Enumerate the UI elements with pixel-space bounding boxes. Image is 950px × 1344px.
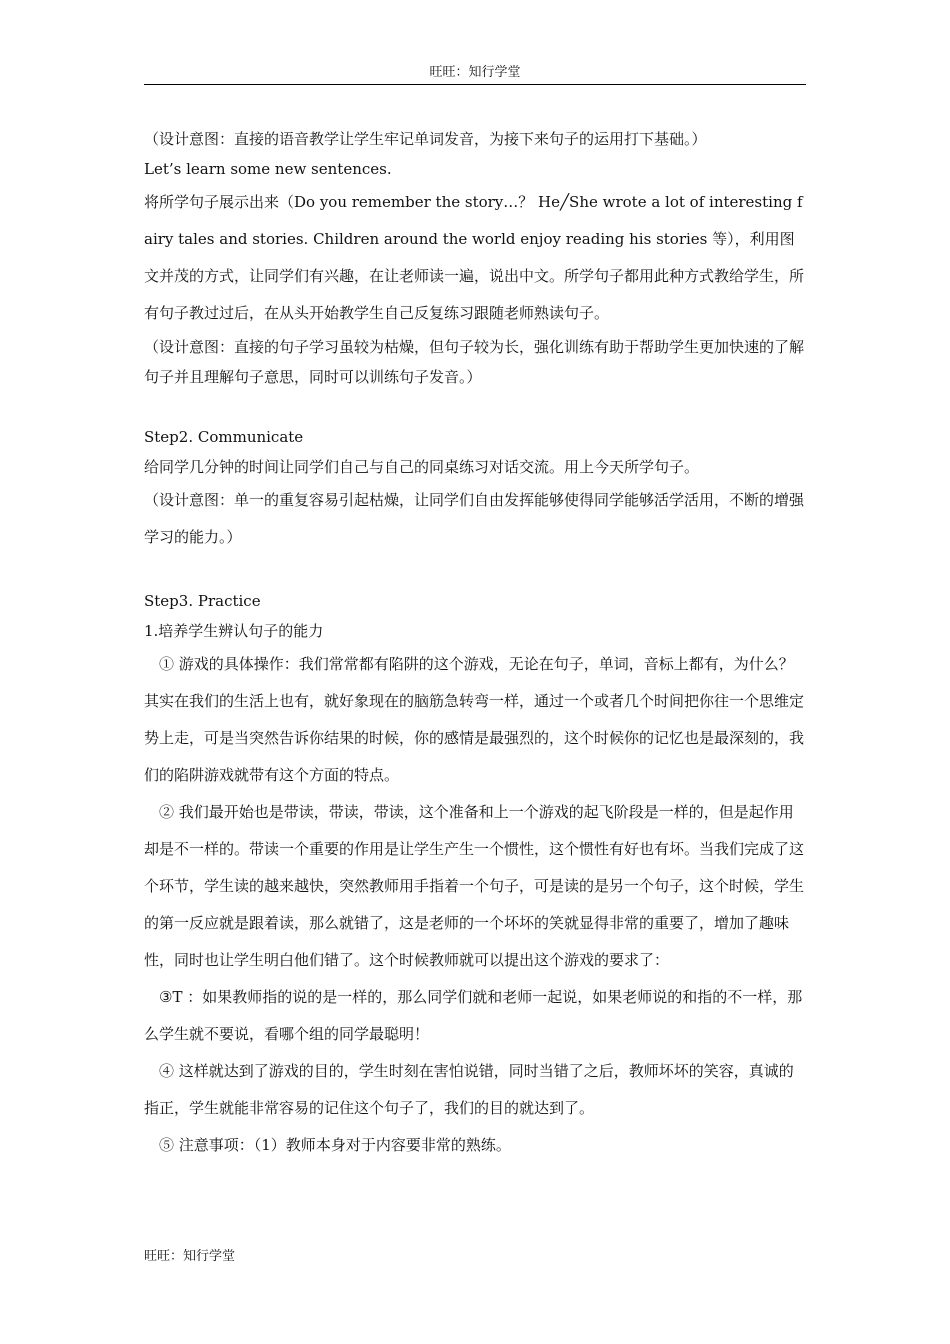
game-step-1: ① 游戏的具体操作：我们常常都有陷阱的这个游戏，无论在句子，单词，音标上都有，为什么？其实在我们的生活上也有，就好象现在的脑筋急转弯一样，通过一个或者几个时间把你往一个思维定势上走，可是当突然告诉你结果的时候，你的感情是最强烈的，这个时候你的记忆也是最深刻的，我们的陷阱游戏就带有这个方面的特点。	[144, 655, 805, 784]
page-header: 旺旺：知行学堂	[144, 64, 806, 85]
practice-subheading: 1.培养学生辨认句子的能力	[144, 622, 324, 640]
page-footer: 旺旺：知行学堂	[144, 1249, 236, 1264]
document-body	[144, 124, 806, 1164]
game-step-5: ⑤ 注意事项：（1）教师本身对于内容要非常的熟练。	[159, 1136, 511, 1154]
game-step-4: ④ 这样就达到了游戏的目的，学生时刻在害怕说错，同时当错了之后，教师坏坏的笑容，真诚的指正，学生就能非常容易的记住这个句子了，我们的目的就达到了。	[144, 1062, 794, 1117]
design-intent-communicate: （设计意图：单一的重复容易引起枯燥，让同学们自由发挥能够使得同学能够活学活用，不断的增强学习的能力。）	[144, 491, 805, 546]
spacer	[144, 556, 806, 586]
sentence-display-paragraph: 将所学句子展示出来（Do you remember the story…？ He╱She wrote a lot of interesting fairy tales and stories. Children around the world enjoy reading his stories 等），利用图文并茂的方式，让同学们有兴趣，在让老师读一遍，说出中文。所学句子都用此种方式教给学生，所有句子教过过后，在从头开始教学生自己反复练习跟随老师熟读句子。	[144, 193, 805, 322]
game-step-2: ② 我们最开始也是带读，带读，带读，这个准备和上一个游戏的起飞阶段是一样的，但是起作用却是不一样的。带读一个重要的作用是让学生产生一个惯性，这个惯性有好也有坏。当我们完成了这个环节，学生读的越来越快，突然教师用手指着一个句子，可是读的是另一个句子，这个时候，学生的第一反应就是跟着读，那么就错了，这是老师的一个坏坏的笑就显得非常的重要了，增加了趣味性，同时也让学生明白他们错了。这个时候教师就可以提出这个游戏的要求了：	[144, 803, 805, 969]
communicate-instruction: 给同学几分钟的时间让同学们自己与自己的同桌练习对话交流。用上今天所学句子。	[144, 458, 700, 476]
design-intent-sentences: （设计意图：直接的句子学习虽较为枯燥，但句子较为长，强化训练有助于帮助学生更加快速的了解句子并且理解句子意思，同时可以训练句子发音。）	[144, 338, 805, 386]
spacer	[144, 392, 806, 422]
design-intent-pronunciation: （设计意图：直接的语音教学让学生牢记单词发音，为接下来句子的运用打下基础。）	[144, 130, 707, 148]
game-step-3: ③T ：如果教师指的说的是一样的，那么同学们就和老师一起说，如果老师说的和指的不一样，那么学生就不要说，看哪个组的同学最聪明！	[144, 988, 803, 1043]
step2-heading: Step2. Communicate	[144, 428, 304, 446]
learn-sentences-line: Let’s learn some new sentences.	[144, 160, 392, 178]
step3-heading: Step3. Practice	[144, 592, 261, 610]
